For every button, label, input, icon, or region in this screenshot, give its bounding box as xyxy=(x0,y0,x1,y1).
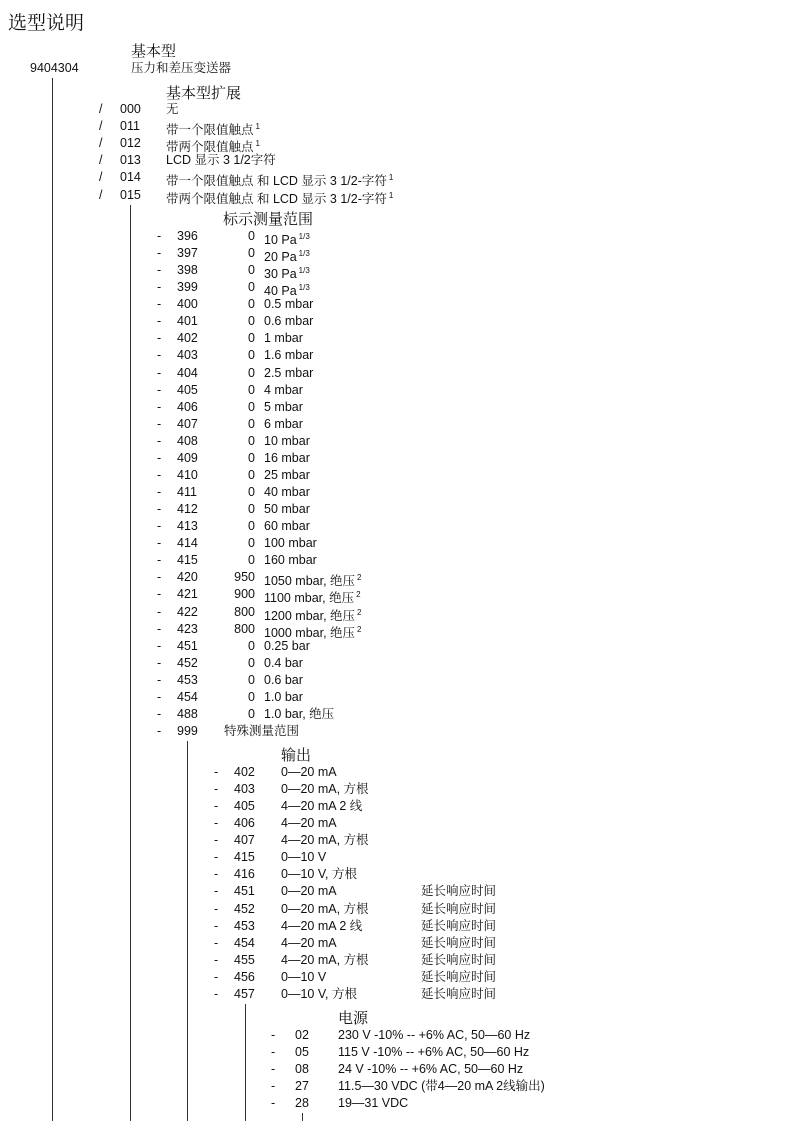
range-high: 1.0 bar, 绝压 xyxy=(264,706,335,721)
range-code: 402 xyxy=(177,331,198,346)
range-code: 415 xyxy=(177,553,198,568)
output-dash: - xyxy=(214,850,219,865)
range-code: 401 xyxy=(177,314,198,329)
footnote-marker: 1 xyxy=(255,139,260,149)
range-code: 488 xyxy=(177,706,198,721)
base-description: 压力和差压变送器 xyxy=(131,61,232,75)
range-dash: - xyxy=(157,638,162,653)
output-code: 407 xyxy=(234,833,255,848)
range-high: 50 mbar xyxy=(264,502,310,517)
output-text: 0—10 V xyxy=(281,969,327,984)
range-code: 403 xyxy=(177,348,198,363)
output-text: 0—10 V, 方根 xyxy=(281,986,357,1001)
range-dash: - xyxy=(157,450,162,465)
range-code: 413 xyxy=(177,519,198,534)
output-code: 453 xyxy=(234,918,255,933)
range-high: 6 mbar xyxy=(264,416,303,431)
range-high: 20 Pa $^{1/3}$ xyxy=(264,249,310,265)
range-high: 10 Pa $^{1/3}$ xyxy=(264,232,310,247)
range-dash: - xyxy=(157,706,162,721)
range-dash: - xyxy=(157,331,162,346)
range-code: 422 xyxy=(177,604,198,619)
range-code: 454 xyxy=(177,689,198,704)
output-extra: 延长响应时间 xyxy=(421,901,497,916)
range-low: 0 xyxy=(248,433,255,448)
range-code: 397 xyxy=(177,246,198,261)
tree-line-extension xyxy=(130,205,131,1121)
output-dash: - xyxy=(214,952,219,967)
output-dash: - xyxy=(214,833,219,848)
power-code: 02 xyxy=(295,1028,309,1042)
range-code: 421 xyxy=(177,587,198,602)
output-dash: - xyxy=(214,986,219,1001)
range-high: 1200 mbar, 绝压 $^2$ xyxy=(264,607,362,623)
range-dash: - xyxy=(157,348,162,363)
range-low: 0 xyxy=(248,365,255,380)
range-low: 900 xyxy=(234,587,255,602)
range-high: 16 mbar xyxy=(264,450,310,465)
range-dash: - xyxy=(157,689,162,704)
range-low: 800 xyxy=(234,621,255,636)
power-dash: - xyxy=(271,1045,276,1060)
range-high: 4 mbar xyxy=(264,382,303,397)
output-text: 0—20 mA xyxy=(281,765,337,779)
range-code: 398 xyxy=(177,263,198,278)
range-high: 60 mbar xyxy=(264,519,310,534)
extension-heading: 基本型扩展 xyxy=(166,85,242,102)
range-dash: - xyxy=(157,570,162,585)
output-text: 0—10 V xyxy=(281,850,327,865)
extension-text: 无 xyxy=(166,102,179,116)
range-dash: - xyxy=(157,382,162,397)
range-high: 40 Pa $^{1/3}$ xyxy=(264,283,310,299)
range-dash: - xyxy=(157,502,162,517)
footnote-marker: 2 xyxy=(357,607,362,617)
range-low: 0 xyxy=(248,536,255,551)
range-dash: - xyxy=(157,604,162,619)
footnote-marker: 2 xyxy=(357,624,362,634)
range-high: 2.5 mbar xyxy=(264,365,314,380)
output-extra: 延长响应时间 xyxy=(421,918,497,933)
range-low: 0 xyxy=(248,331,255,346)
range-dash: - xyxy=(157,229,162,243)
range-high: 100 mbar xyxy=(264,536,317,551)
output-code: 454 xyxy=(234,935,255,950)
range-low: 0 xyxy=(248,246,255,261)
range-low: 0 xyxy=(248,280,255,295)
extension-text: LCD 显示 3 1/2字符 xyxy=(166,153,276,168)
range-code: 406 xyxy=(177,399,198,414)
range-dash: - xyxy=(157,365,162,380)
range-code: 407 xyxy=(177,416,198,431)
output-text: 0—10 V, 方根 xyxy=(281,867,357,882)
output-text: 4—20 mA 2 线 xyxy=(281,799,363,814)
power-text: 11.5—30 VDC (带4—20 mA 2线输出) xyxy=(338,1079,545,1094)
range-low: 0 xyxy=(248,348,255,363)
output-dash: - xyxy=(214,765,219,779)
range-special-text: 特殊测量范围 xyxy=(224,724,300,739)
range-high: 1000 mbar, 绝压 $^2$ xyxy=(264,624,362,640)
extension-separator: / xyxy=(99,170,103,185)
range-dash: - xyxy=(157,263,162,278)
range-low: 0 xyxy=(248,655,255,670)
range-dash: - xyxy=(157,655,162,670)
output-dash: - xyxy=(214,969,219,984)
output-dash: - xyxy=(214,799,219,814)
range-low: 0 xyxy=(248,399,255,414)
footnote-marker: 1/3 xyxy=(298,232,310,241)
output-extra: 延长响应时间 xyxy=(421,952,497,967)
extension-code: 000 xyxy=(120,102,141,116)
extension-text: 带一个限值触点 $^1$ xyxy=(166,122,260,138)
output-extra: 延长响应时间 xyxy=(421,884,497,899)
output-code: 403 xyxy=(234,782,255,797)
output-text: 4—20 mA xyxy=(281,816,337,831)
output-text: 4—20 mA, 方根 xyxy=(281,952,369,967)
extension-separator: / xyxy=(99,187,103,202)
range-code: 410 xyxy=(177,467,198,482)
range-dash: - xyxy=(157,246,162,261)
range-code: 399 xyxy=(177,280,198,295)
range-dash: - xyxy=(157,485,162,500)
range-high: 1050 mbar, 绝压 $^2$ xyxy=(264,573,362,589)
range-high: 25 mbar xyxy=(264,467,310,482)
power-code: 27 xyxy=(295,1079,309,1094)
range-low: 0 xyxy=(248,229,255,243)
output-dash: - xyxy=(214,935,219,950)
range-code: 420 xyxy=(177,570,198,585)
range-low: 0 xyxy=(248,672,255,687)
footnote-marker: 1 xyxy=(388,173,394,183)
range-code: 452 xyxy=(177,655,198,670)
range-high: 30 Pa $^{1/3}$ xyxy=(264,266,310,282)
range-low: 0 xyxy=(248,485,255,500)
range-dash: - xyxy=(157,587,162,602)
range-low: 0 xyxy=(248,502,255,517)
extension-code: 014 xyxy=(120,170,141,185)
output-code: 415 xyxy=(234,850,255,865)
output-dash: - xyxy=(214,918,219,933)
footnote-marker: 1/3 xyxy=(298,266,310,276)
range-dash: - xyxy=(157,724,162,739)
output-text: 4—20 mA xyxy=(281,935,337,950)
output-text: 0—20 mA, 方根 xyxy=(281,901,369,916)
range-dash: - xyxy=(157,621,162,636)
extension-code: 015 xyxy=(120,187,141,202)
extension-text: 带一个限值触点 和 LCD 显示 3 1/2-字符 $^1$ xyxy=(166,173,394,189)
range-low: 0 xyxy=(248,416,255,431)
extension-separator: / xyxy=(99,136,103,151)
range-dash: - xyxy=(157,416,162,431)
range-code: 412 xyxy=(177,502,198,517)
output-code: 456 xyxy=(234,969,255,984)
power-dash: - xyxy=(271,1028,276,1042)
range-code: 409 xyxy=(177,450,198,465)
output-text: 4—20 mA, 方根 xyxy=(281,833,369,848)
range-low: 0 xyxy=(248,689,255,704)
tree-line-range xyxy=(187,741,188,1121)
output-code: 416 xyxy=(234,867,255,882)
extension-code: 012 xyxy=(120,136,141,151)
output-code: 405 xyxy=(234,799,255,814)
output-extra: 延长响应时间 xyxy=(421,986,497,1001)
output-code: 406 xyxy=(234,816,255,831)
output-extra: 延长响应时间 xyxy=(421,969,497,984)
range-dash: - xyxy=(157,467,162,482)
extension-separator: / xyxy=(99,153,103,168)
range-code: 451 xyxy=(177,638,198,653)
tree-line-output xyxy=(245,1004,246,1121)
range-code: 999 xyxy=(177,724,198,739)
range-low: 0 xyxy=(248,638,255,653)
tree-line-base xyxy=(52,78,53,1121)
range-dash: - xyxy=(157,553,162,568)
base-code: 9404304 xyxy=(30,61,79,75)
range-high: 0.6 bar xyxy=(264,672,303,687)
range-dash: - xyxy=(157,672,162,687)
power-text: 115 V -10% -- +6% AC, 50—60 Hz xyxy=(338,1045,530,1060)
range-code: 423 xyxy=(177,621,198,636)
range-low: 0 xyxy=(248,263,255,278)
extension-code: 011 xyxy=(120,119,140,134)
base-heading: 基本型 xyxy=(131,43,177,60)
output-code: 451 xyxy=(234,884,255,899)
range-high: 0.6 mbar xyxy=(264,314,314,329)
range-low: 0 xyxy=(248,706,255,721)
footnote-marker: 2 xyxy=(357,573,362,583)
footnote-marker: 1/3 xyxy=(298,249,310,259)
power-dash: - xyxy=(271,1096,276,1111)
range-high: 0.25 bar xyxy=(264,638,310,653)
range-heading: 标示测量范围 xyxy=(223,211,314,228)
range-low: 0 xyxy=(248,450,255,465)
range-low: 950 xyxy=(234,570,255,585)
range-low: 0 xyxy=(248,297,255,312)
output-dash: - xyxy=(214,901,219,916)
range-dash: - xyxy=(157,536,162,551)
range-low: 800 xyxy=(234,604,255,619)
output-code: 457 xyxy=(234,986,255,1001)
range-high: 5 mbar xyxy=(264,399,303,414)
output-text: 0—20 mA, 方根 xyxy=(281,782,369,797)
footnote-marker: 1 xyxy=(255,122,260,132)
range-high: 1 mbar xyxy=(264,331,303,346)
range-high: 0.4 bar xyxy=(264,655,303,670)
range-code: 400 xyxy=(177,297,198,312)
range-low: 0 xyxy=(248,382,255,397)
range-code: 405 xyxy=(177,382,198,397)
range-code: 404 xyxy=(177,365,198,380)
output-dash: - xyxy=(214,884,219,899)
output-extra: 延长响应时间 xyxy=(421,935,497,950)
range-high: 40 mbar xyxy=(264,485,310,500)
power-dash: - xyxy=(271,1062,276,1077)
range-code: 408 xyxy=(177,433,198,448)
range-high: 160 mbar xyxy=(264,553,317,568)
power-code: 28 xyxy=(295,1096,309,1111)
range-low: 0 xyxy=(248,553,255,568)
power-text: 230 V -10% -- +6% AC, 50—60 Hz xyxy=(338,1028,531,1042)
range-dash: - xyxy=(157,433,162,448)
extension-text: 带两个限值触点 和 LCD 显示 3 1/2-字符 $^1$ xyxy=(166,190,394,206)
range-code: 411 xyxy=(177,485,197,500)
range-code: 453 xyxy=(177,672,198,687)
power-heading: 电源 xyxy=(338,1010,369,1027)
output-heading: 输出 xyxy=(281,747,312,764)
range-high: 1100 mbar, 绝压 $^2$ xyxy=(264,590,361,606)
range-high: 0.5 mbar xyxy=(264,297,314,312)
range-code: 414 xyxy=(177,536,198,551)
range-dash: - xyxy=(157,399,162,414)
range-dash: - xyxy=(157,280,162,295)
range-low: 0 xyxy=(248,467,255,482)
range-dash: - xyxy=(157,519,162,534)
range-dash: - xyxy=(157,297,162,312)
range-low: 0 xyxy=(248,314,255,329)
power-code: 05 xyxy=(295,1045,309,1060)
extension-separator: / xyxy=(99,102,103,116)
output-dash: - xyxy=(214,867,219,882)
footnote-marker: 1/3 xyxy=(298,283,310,293)
extension-code: 013 xyxy=(120,153,141,168)
output-code: 402 xyxy=(234,765,255,779)
range-low: 0 xyxy=(248,519,255,534)
range-high: 10 mbar xyxy=(264,433,310,448)
output-dash: - xyxy=(214,816,219,831)
tree-line-power xyxy=(302,1113,303,1121)
output-code: 452 xyxy=(234,901,255,916)
range-dash: - xyxy=(157,314,162,329)
range-high: 1.0 bar xyxy=(264,689,303,704)
extension-text: 带两个限值触点 $^1$ xyxy=(166,139,260,155)
power-text: 24 V -10% -- +6% AC, 50—60 Hz xyxy=(338,1062,524,1077)
range-code: 396 xyxy=(177,229,198,243)
extension-separator: / xyxy=(99,119,103,134)
range-high: 1.6 mbar xyxy=(264,348,314,363)
footnote-marker: 1 xyxy=(388,190,394,200)
power-text: 19—31 VDC xyxy=(338,1096,409,1111)
footnote-marker: 2 xyxy=(356,590,361,600)
output-text: 4—20 mA 2 线 xyxy=(281,918,363,933)
output-text: 0—20 mA xyxy=(281,884,337,899)
output-code: 455 xyxy=(234,952,255,967)
power-code: 08 xyxy=(295,1062,309,1077)
output-dash: - xyxy=(214,782,219,797)
power-dash: - xyxy=(271,1079,276,1094)
page-title: 选型说明 xyxy=(8,13,85,34)
